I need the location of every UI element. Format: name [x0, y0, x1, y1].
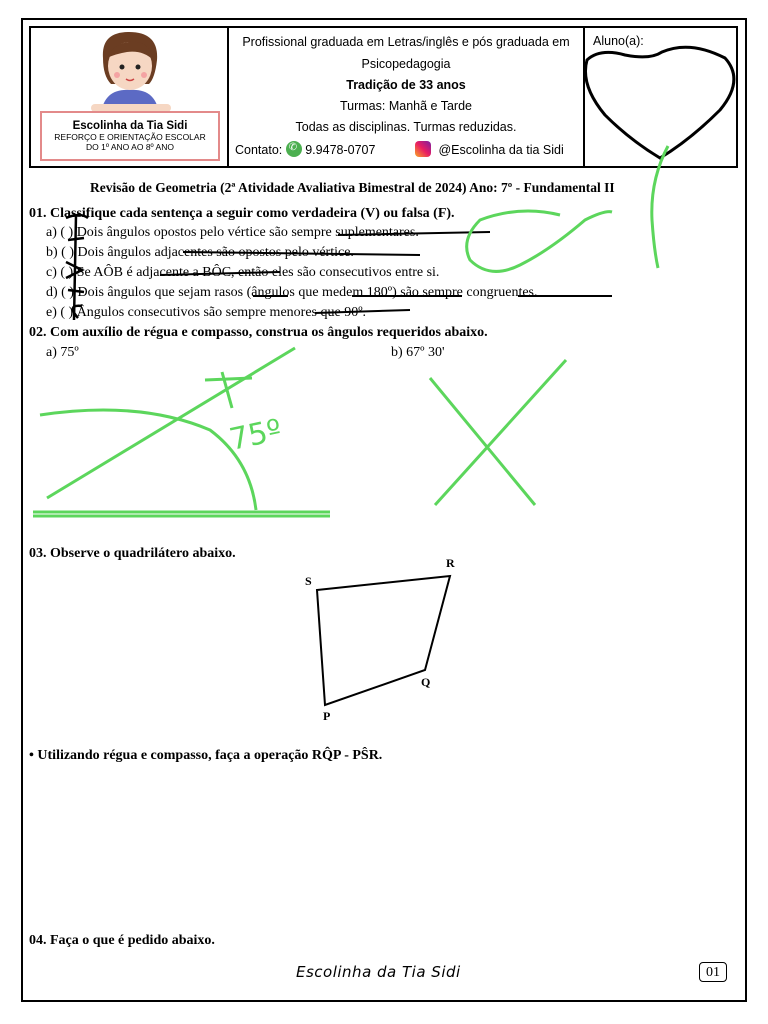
green-scribble-e [467, 211, 612, 271]
student-label: Aluno(a): [593, 34, 644, 48]
school-name: Escolinha da Tia Sidi [72, 120, 188, 132]
handwritten-answer-marks [66, 215, 88, 320]
q2-item-b: b) 67º 30' [391, 345, 445, 360]
school-subtitle-1: REFORÇO E ORIENTAÇÃO ESCOLAR [54, 132, 206, 142]
q1-item-e: e) ( ) Ângulos consecutivos são sempre menores que 90º. [46, 305, 367, 320]
q3-instruction: • Utilizando régua e compasso, faça a operação RQ̂P - PŜR. [29, 748, 383, 763]
q1-heading: 01. Classifique cada sentença a seguir como verdadeira (V) ou falsa (F). [29, 206, 455, 221]
contact-label: Contato: [235, 143, 283, 157]
angle-67-lines [430, 360, 566, 505]
handwritten-75: 75º [226, 412, 285, 458]
arc-intersection-mark [205, 372, 252, 408]
info-line-1: Profissional graduada em Letras/inglês e pós graduada em [242, 35, 570, 49]
page-title: Revisão de Geometria (2ª Atividade Avaliativa Bimestral de 2024) Ano: 7º - Fundamental II [90, 180, 615, 195]
page-number: 01 [699, 962, 727, 982]
q2-heading: 02. Com auxílio de régua e compasso, construa os ângulos requeridos abaixo. [29, 325, 488, 340]
q3-heading: 03. Observe o quadrilátero abaixo. [29, 546, 236, 561]
handwritten-strikethroughs [160, 232, 612, 313]
angle-75-base [33, 512, 330, 516]
info-line-5: Todas as disciplinas. Turmas reduzidas. [295, 120, 517, 134]
compass-arc-a [40, 410, 256, 510]
footer-signature: Escolinha da Tia Sidi [296, 963, 461, 981]
info-line-4: Turmas: Manhã e Tarde [339, 99, 472, 113]
q4-heading: 04. Faça o que é pedido abaixo. [29, 933, 215, 948]
heart-drawing [585, 47, 733, 158]
vertex-p: P [323, 709, 331, 723]
instagram-handle: @Escolinha da tia Sidi [438, 143, 564, 157]
q1-item-b: b) ( ) Dois ângulos adjacentes são opostos pelo vértice. [46, 245, 354, 260]
vertex-r: R [446, 556, 455, 570]
vertex-s: S [305, 574, 312, 588]
q1-item-a: a) ( ) Dois ângulos opostos pelo vértice são sempre suplementares. [46, 225, 419, 240]
info-line-2: Psicopedagogia [361, 57, 451, 71]
q2-item-a: a) 75º [46, 345, 79, 360]
quadrilateral-pqrs [317, 576, 450, 705]
green-scribble-l [652, 146, 668, 268]
whatsapp-icon: ✆ [286, 141, 302, 157]
school-subtitle-2: DO 1º ANO AO 8º ANO [86, 142, 174, 152]
vertex-q: Q [421, 675, 431, 689]
q1-item-d: d) ( ) Dois ângulos que sejam rasos (ângulos que medem 180º) são sempre congruentes. [46, 285, 538, 300]
q1-item-c: c) ( ) Se AÔB é adjacente a BÔC, então eles são consecutivos entre si. [46, 265, 440, 280]
phone-number: 9.9478-0707 [305, 143, 376, 157]
info-line-3: Tradição de 33 anos [346, 78, 466, 92]
